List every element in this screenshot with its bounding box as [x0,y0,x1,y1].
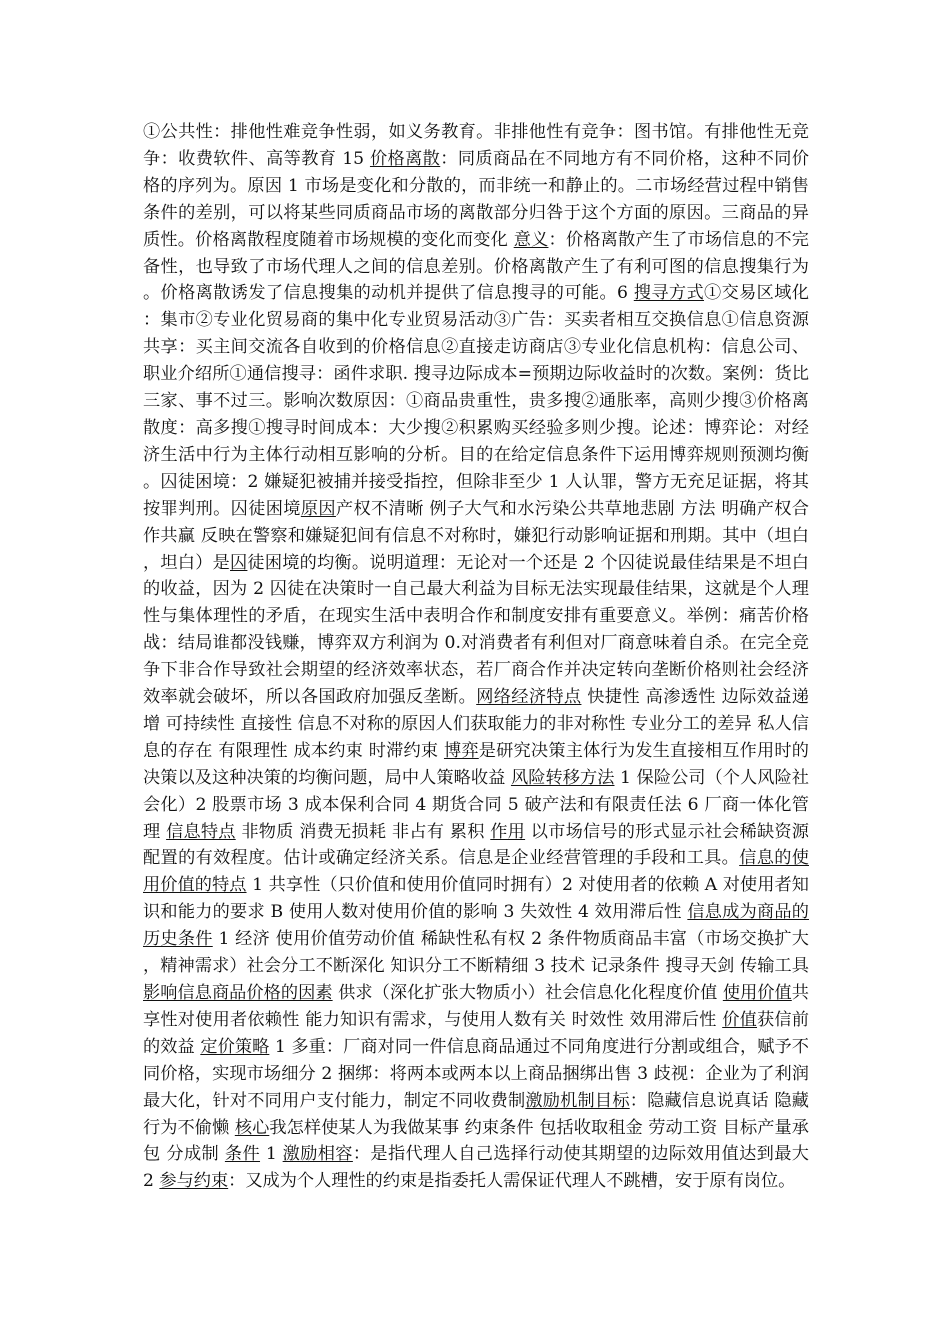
text-run: ①交易区域化：集市②专业化贸易商的集中化专业贸易活动③广告：买卖者相互交换信息①信息资源共享：买主间交流各自收到的价格信息②直接走访商店③专业化信息机构：信息公司、职业介绍所①通信搜寻：函件求职. 搜寻边际成本=预期边际收益时的次数。案例：货比三家、事不过三。影响次数原因：①商品贵重性，贵多搜②通胀率，高则少搜③价格离散度：高多搜①搜寻时间成本：大少搜②积累购买经验多则少搜。论述：博弈论：对经济生活中行为主体行动相互影响的分析。目的在给定信息条件下运用博弈规则预测均衡。囚徒困境：2 嫌疑犯被捕并接受指控，但除非至少 1 人认罪，警方无充足证据，将其按罪判刑。囚徒困境 [143,283,809,519]
text-run: 1 [260,1144,283,1165]
text-run: 产权不清晰 例子大气和水污染公共草地悲剧 方法 明确产权合作共赢 反映在警察和嫌疑犯间有信息不对称时，嫌犯行动影响证据和刑期。其中（坦白，坦白）是 [143,498,809,573]
text-run: ：价格离散产生了市场信息的不完备性，也导致了市场代理人之间的信息差别。价格离散产生了有利可图的信息搜集行为。价格离散诱发了信息搜集的动机并提供了信息搜寻的可能。6 [143,229,809,304]
text-run: ：同质商品在不同地方有不同价格，这种不同价格的序列为。原因 1 市场是变化和分散的，而非统一和静止的。二市场经营过程中销售条件的差别，可以将某些同质商品市场的离散部分归咎于这个方面的原因。三商品的异质性。价格离散程度随着市场规模的变化而变化 [143,148,809,250]
text-run: 1 保险公司（个人风险社会化）2 股票市场 3 成本保利合同 4 期货合同 5 破产法和有限责任法 6 厂商一体化管理 [143,767,809,842]
underlined-term: 博弈 [443,740,479,761]
text-run: ①公共性：排他性难竞争性弱，如义务教育。非排他性有竞争：图书馆。有排他性无竞争：收费软件、高等教育 15 [143,122,809,169]
underlined-term: 网络经济特点 [476,687,582,708]
underlined-term: 信息特点 [166,821,236,842]
underlined-term: 影响信息商品价格的因素 [143,983,333,1003]
underlined-term: 激励相容 [282,1144,353,1165]
underlined-term: 囚 [230,552,248,573]
text-run: 是研究决策主体行为发生直接相互作用时的决策以及这种决策的均衡问题，局中人策略收益 [143,740,809,788]
text-run: 徒困境的均衡。说明道理：无论对一个还是 2 个囚徒说最佳结果是不坦白的收益，因为 2 囚徒在决策时一自己最大利益为目标无法实现最佳结果，这就是个人理性与集体理性的矛盾，在现实生活中表明合作和制度安排有重要意义。举例：痛苦价格战：结局谁都没钱赚，博弈双方利润为 0.对消费者有利但对厂商意味着自杀。在完全竞争下非合作导致社会期望的经济效率状态，若厂商合作并决定转向垄断价格则社会经济效率就会破坏，所以各国政府加强反垄断。 [143,552,809,708]
underlined-term: 风险转移方法 [510,767,615,788]
underlined-term: 参与约束 [159,1171,229,1192]
text-run: 我怎样使某人为我做某事 约束条件 包括收取租金 劳动工资 目标产量承包 分成制 [143,1117,809,1165]
underlined-term: 信息的使用价值的特点 [143,848,809,896]
text-run: 获信前的效益 [143,1009,809,1057]
text-run: 供求（深化扩张大物质小）社会信息化化程度价值 [332,983,723,1003]
document-body [143,119,809,1195]
text-run: 1 共享性（只价值和使用价值同时拥有）2 对使用者的依赖 A 对使用者知识和能力的要求 B 使用人数对使用价值的影响 3 失效性 4 效用滞后性 [143,875,809,923]
underlined-term: 价格离散 [369,148,441,169]
underlined-term: 搜寻方式 [633,283,705,304]
underlined-term: 核心 [234,1117,270,1138]
underlined-term: 作用 [490,821,526,842]
underlined-term: 价值 [722,1009,758,1030]
underlined-term: 定价策略 [200,1036,270,1057]
underlined-term: 激励机制目标 [525,1090,630,1111]
text-run: 1 经济 使用价值劳动价值 稀缺性私有权 2 条件物质商品丰富（市场交换扩大，精神需求）社会分工不断深化 知识分工不断精细 3 技术 记录条件 搜寻天剑 传输工具 [143,929,809,977]
text-run: 以市场信号的形式显示社会稀缺资源配置的有效程度。估计或确定经济关系。信息是企业经营管理的手段和工具。 [143,821,809,869]
text-run: 1 多重：厂商对同一件信息商品通过不同角度进行分割或组合，赋予不同价格，实现市场细分 2 捆绑：将两本或两本以上商品捆绑出售 3 歧视：企业为了利润最大化，针对不同用户支付能力，制定不同收费制 [143,1036,809,1111]
text-run: 非物质 消费无损耗 非占有 累积 [235,821,491,842]
underlined-term: 信息成为商品的历史条件 [143,902,809,950]
underlined-term: 条件 [224,1144,261,1165]
underlined-term: 使用价值 [722,983,792,1003]
text-run: 快捷性 高渗透性 边际效益递增 可持续性 直接性 信息不对称的原因人们获取能力的非对称性 专业分工的差异 私人信息的存在 有限理性 成本约束 时滞约束 [143,687,809,761]
text-run: ：隐藏信息说真话 隐藏行为不偷懒 [143,1090,809,1138]
underlined-term: 原因 [300,498,336,519]
text-run: 共享性对使用者依赖性 能力知识有需求，与使用人数有关 时效性 效用滞后性 [143,983,809,1030]
text-run: ：又成为个人理性的约束是指委托人需保证代理人不跳槽，安于原有岗位。 [228,1171,796,1192]
underlined-term: 意义 [513,229,549,250]
text-run: ：是指代理人自己选择行动使其期望的边际效用值达到最大 2 [143,1144,809,1192]
